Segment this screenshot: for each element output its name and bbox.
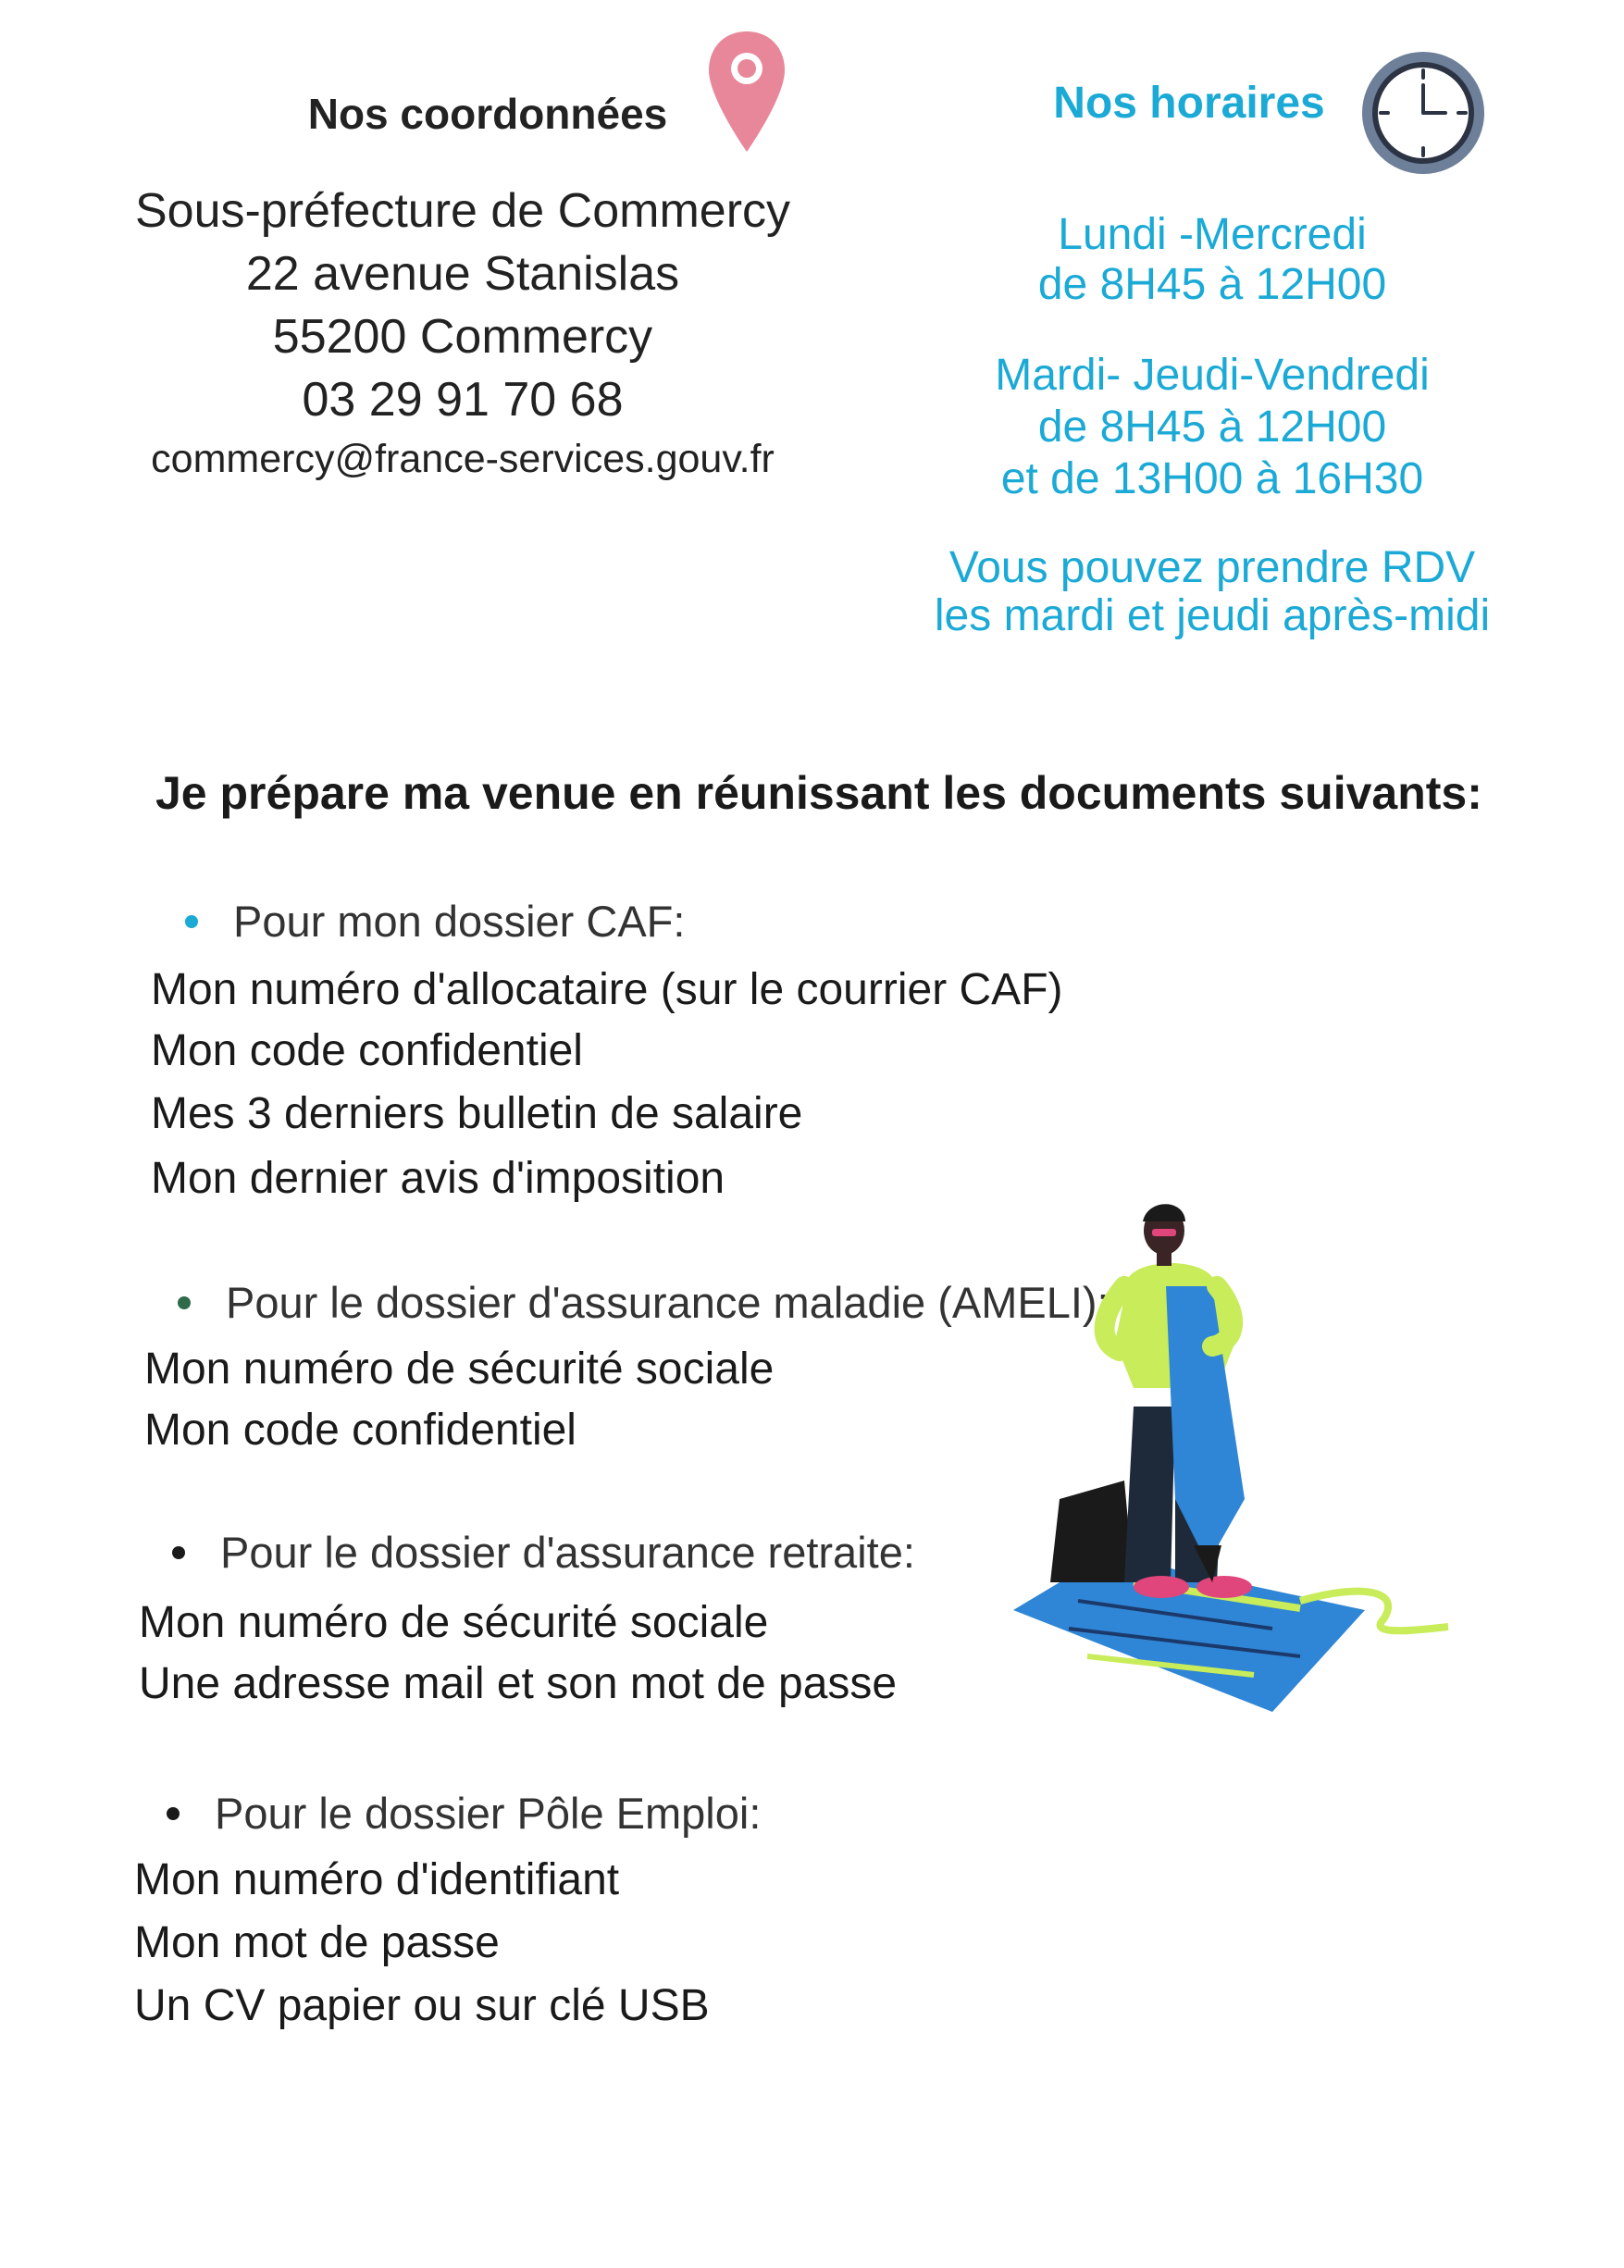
contact-title: Nos coordonnées xyxy=(307,90,668,138)
hours-time-2b: et de 13H00 à 16H30 xyxy=(1000,454,1424,503)
hours-time-2a: de 8H45 à 12H00 xyxy=(1037,403,1387,452)
bullet-icon xyxy=(167,1807,180,1820)
hours-time-1: de 8H45 à 12H00 xyxy=(1037,260,1387,309)
map-pin-icon xyxy=(703,28,790,157)
bullet-icon xyxy=(185,915,198,928)
list-item: Mon numéro de sécurité sociale xyxy=(139,1598,769,1647)
hours-days-1: Lundi -Mercredi xyxy=(1058,210,1367,259)
list-item: Mes 3 derniers bulletin de salaire xyxy=(151,1089,803,1138)
list-item: Mon numéro de sécurité sociale xyxy=(144,1345,775,1394)
bullet-icon xyxy=(172,1546,185,1559)
hours-days-2: Mardi- Jeudi-Vendredi xyxy=(995,351,1430,400)
section-ameli-title xyxy=(178,1277,1110,1328)
contact-address-office: Sous-préfecture de Commercy xyxy=(134,184,791,238)
clock-icon xyxy=(1358,48,1488,178)
contact-address-city: 55200 Commercy xyxy=(272,310,653,364)
list-item: Un CV papier ou sur clé USB xyxy=(134,1981,710,2030)
section-caf-title xyxy=(185,896,685,947)
list-item: Une adresse mail et son mot de passe xyxy=(139,1659,898,1708)
contact-address-street: 22 avenue Stanislas xyxy=(245,247,680,301)
list-item: Mon mot de passe xyxy=(134,1918,500,1967)
person-with-marker-illustration xyxy=(995,1194,1476,1730)
section-title: Pour le dossier d'assurance retraite: xyxy=(220,1528,915,1577)
list-item: Mon numéro d'identifiant xyxy=(134,1855,620,1904)
section-title: Pour le dossier Pôle Emploi: xyxy=(215,1789,762,1838)
list-item: Mon numéro d'allocataire (sur le courrier CAF) xyxy=(151,965,1063,1014)
list-item: Mon dernier avis d'imposition xyxy=(151,1154,725,1203)
contact-phone: 03 29 91 70 68 xyxy=(302,373,624,427)
list-item: Mon code confidentiel xyxy=(151,1026,583,1075)
bullet-icon xyxy=(178,1296,191,1309)
contact-email[interactable]: commercy@france-services.gouv.fr xyxy=(151,437,775,481)
section-title: Pour le dossier d'assurance maladie (AMELI): xyxy=(226,1278,1110,1327)
section-pole-emploi-title xyxy=(167,1788,761,1839)
hours-title: Nos horaires xyxy=(1053,79,1325,128)
hours-rdv-1: Vous pouvez prendre RDV xyxy=(948,543,1476,592)
hours-rdv-2: les mardi et jeudi après-midi xyxy=(934,591,1491,640)
list-item: Mon code confidentiel xyxy=(144,1406,576,1455)
documents-heading: Je prépare ma venue en réunissant les documents suivants: xyxy=(155,767,1482,819)
section-title: Pour mon dossier CAF: xyxy=(233,897,686,946)
section-retraite-title xyxy=(172,1527,915,1578)
